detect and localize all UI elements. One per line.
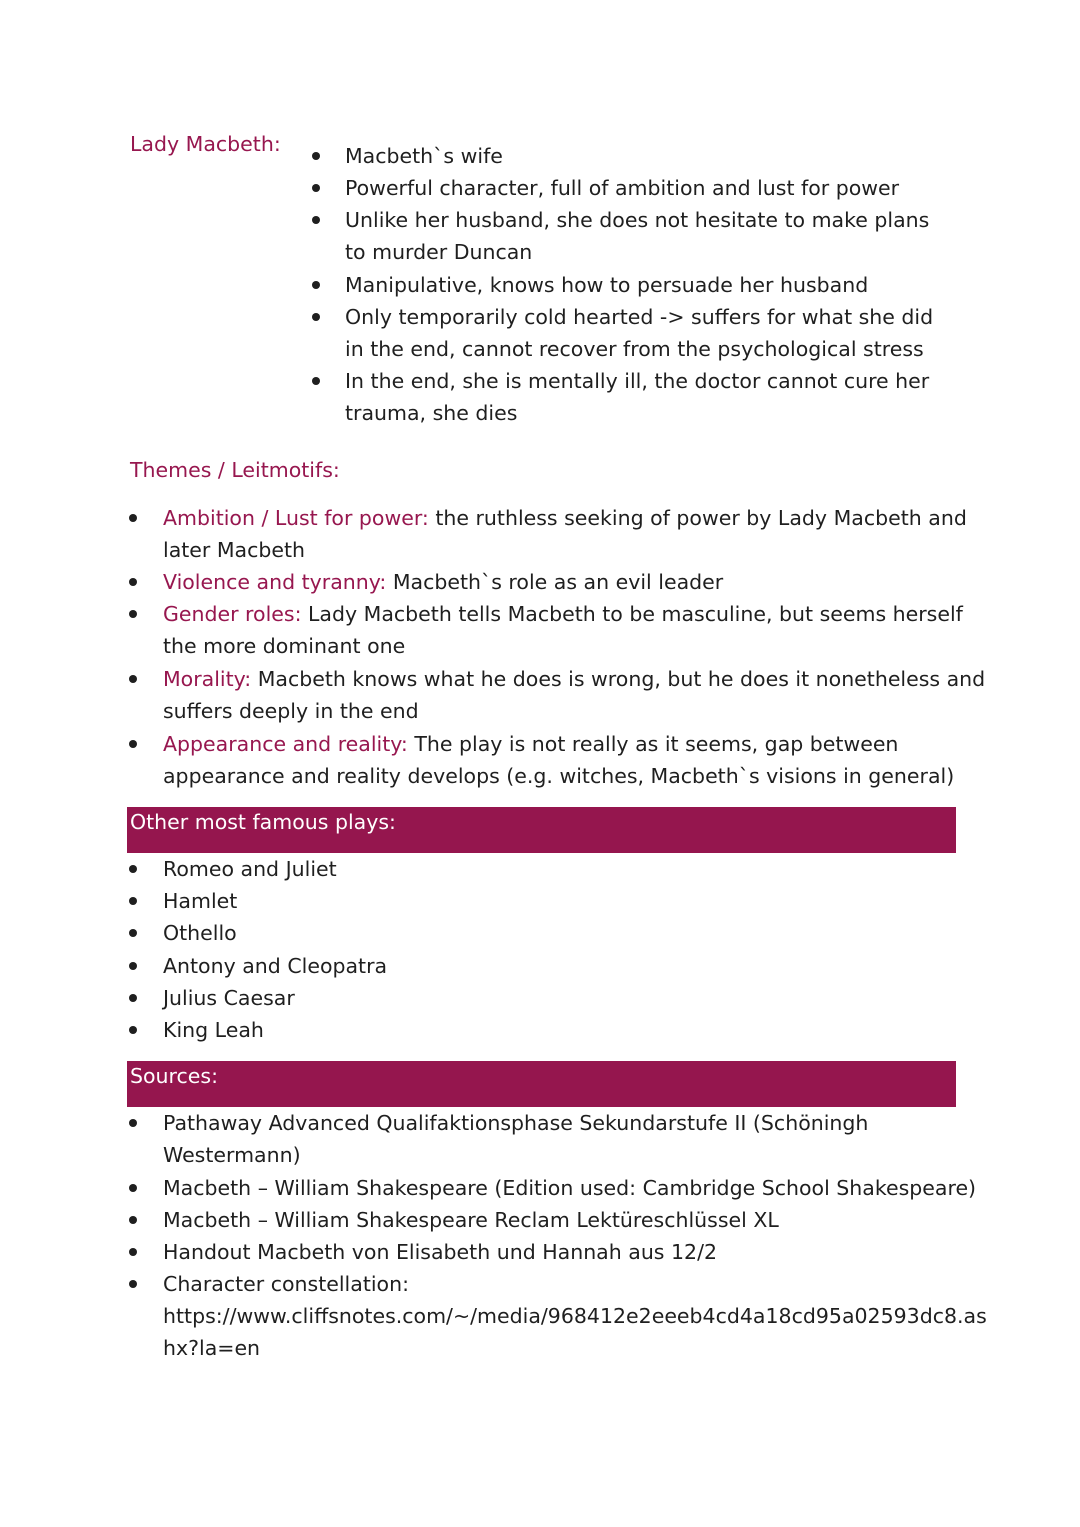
bullet <box>129 1248 137 1256</box>
play-item: Othello <box>163 921 237 945</box>
play-item: Romeo and Juliet <box>163 857 337 881</box>
bullet <box>312 313 320 321</box>
bullet <box>129 514 137 522</box>
bullet <box>129 962 137 970</box>
play-item: King Leah <box>163 1018 264 1042</box>
bullet <box>129 675 137 683</box>
source-item: Handout Macbeth von Elisabeth und Hannah aus 12/2 <box>163 1240 718 1264</box>
theme-item-cont: suffers deeply in the end <box>163 699 419 723</box>
theme-item-cont: appearance and reality develops (e.g. witches, Macbeth`s visions in general) <box>163 764 955 788</box>
character-point: In the end, she is mentally ill, the doctor cannot cure her <box>345 369 930 393</box>
bullet <box>129 740 137 748</box>
character-point: Only temporarily cold hearted -> suffers for what she did <box>345 305 934 329</box>
theme-item <box>163 728 898 760</box>
theme-term: Morality: <box>163 667 252 691</box>
play-item: Antony and Cleopatra <box>163 954 388 978</box>
bullet <box>129 1119 137 1127</box>
theme-term: Ambition / Lust for power: <box>163 506 429 530</box>
bullet <box>129 994 137 1002</box>
play-item: Julius Caesar <box>163 986 295 1010</box>
theme-item <box>163 598 963 630</box>
bullet <box>129 865 137 873</box>
plays-banner <box>127 807 956 853</box>
character-point: Unlike her husband, she does not hesitate to make plans <box>345 208 930 232</box>
theme-item <box>163 502 967 534</box>
bullet <box>312 377 320 385</box>
theme-item-cont: later Macbeth <box>163 538 306 562</box>
theme-item <box>163 566 723 598</box>
character-point-cont: to murder Duncan <box>345 240 533 264</box>
sources-banner <box>127 1061 956 1107</box>
bullet <box>129 897 137 905</box>
theme-text: Macbeth`s role as an evil leader <box>386 570 724 594</box>
theme-item <box>163 663 985 695</box>
bullet <box>312 281 320 289</box>
character-point: Powerful character, full of ambition and lust for power <box>345 176 900 200</box>
character-point-cont: trauma, she dies <box>345 401 518 425</box>
source-item: Macbeth – William Shakespeare (Edition used: Cambridge School Shakespeare) <box>163 1176 977 1200</box>
bullet <box>129 1026 137 1034</box>
source-item: Macbeth – William Shakespeare Reclam Lektüreschlüssel XL <box>163 1208 779 1232</box>
bullet <box>129 1280 137 1288</box>
character-label: Lady Macbeth: <box>130 132 281 156</box>
sources-heading: Sources: <box>130 1064 218 1088</box>
bullet <box>129 929 137 937</box>
theme-term: Violence and tyranny: <box>163 570 387 594</box>
play-item: Hamlet <box>163 889 238 913</box>
bullet <box>129 1184 137 1192</box>
plays-heading: Other most famous plays: <box>130 810 396 834</box>
theme-text: Macbeth knows what he does is wrong, but he does it nonetheless and <box>251 667 986 691</box>
source-link-cont[interactable]: hx?la=en <box>163 1336 261 1360</box>
theme-text: The play is not really as it seems, gap between <box>407 732 899 756</box>
source-item: Character constellation: <box>163 1272 409 1296</box>
character-point: Manipulative, knows how to persuade her husband <box>345 273 869 297</box>
bullet <box>129 610 137 618</box>
bullet <box>129 578 137 586</box>
source-link[interactable]: https://www.cliffsnotes.com/~/media/968412e2eeeb4cd4a18cd95a02593dc8.as <box>163 1304 987 1328</box>
theme-term: Appearance and reality: <box>163 732 408 756</box>
bullet <box>312 152 320 160</box>
theme-text: Lady Macbeth tells Macbeth to be masculine, but seems herself <box>301 602 963 626</box>
character-point-cont: in the end, cannot recover from the psychological stress <box>345 337 924 361</box>
bullet <box>312 216 320 224</box>
character-point: Macbeth`s wife <box>345 144 503 168</box>
bullet <box>312 184 320 192</box>
bullet <box>129 1216 137 1224</box>
theme-item-cont: the more dominant one <box>163 634 406 658</box>
theme-term: Gender roles: <box>163 602 302 626</box>
source-item: Pathaway Advanced Qualifaktionsphase Sekundarstufe II (Schöningh <box>163 1111 869 1135</box>
source-item-cont: Westermann) <box>163 1143 301 1167</box>
theme-text: the ruthless seeking of power by Lady Macbeth and <box>428 506 967 530</box>
themes-heading: Themes / Leitmotifs: <box>130 458 340 482</box>
